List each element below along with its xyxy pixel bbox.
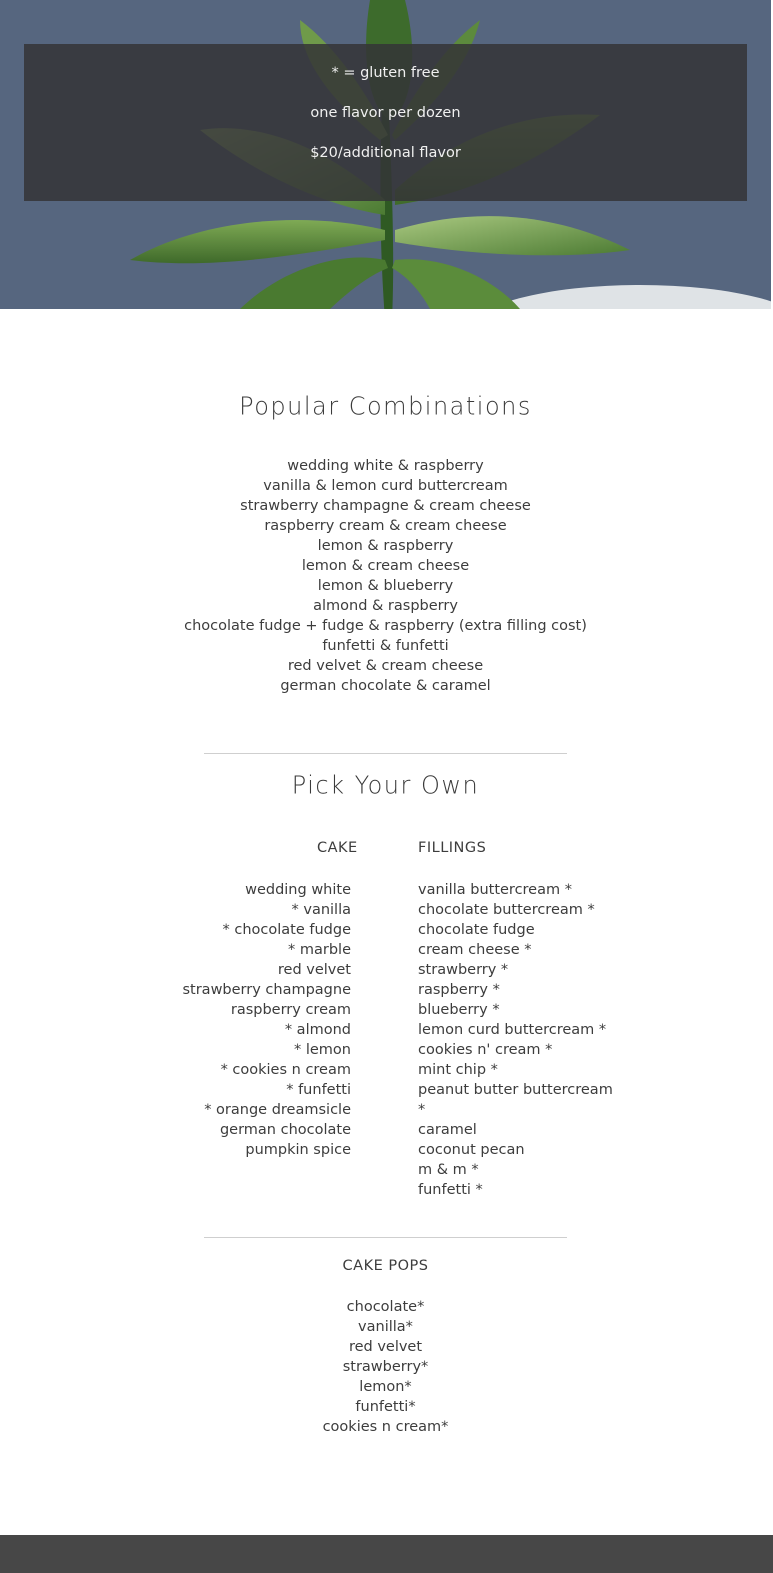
popular-combinations-title: Popular Combinations [239,391,532,421]
fillings-heading: FILLINGS [418,840,487,856]
combination-item: funfetti & funfetti [322,638,449,654]
combination-item: german chocolate & caramel [280,678,491,694]
cake-pop-item: red velvet [348,1339,423,1355]
divider [204,753,567,754]
combination-item: red velvet & cream cheese [287,658,484,674]
gluten-free-note: * = gluten free [331,65,440,81]
footer-bar [0,1535,773,1573]
combination-item: chocolate fudge + fudge & raspberry (extra filling cost) [184,618,587,634]
cake-pops-list [0,1297,771,1437]
filling-item: blueberry * [418,1002,500,1018]
filling-item: cream cheese * [418,942,532,958]
cake-item: * orange dreamsicle [204,1102,351,1118]
info-box [24,44,747,201]
filling-item: lemon curd buttercream * [418,1022,607,1038]
cake-item: * chocolate fudge [222,922,351,938]
cake-pop-item: chocolate* [346,1299,425,1315]
filling-item: peanut butter buttercream [418,1082,613,1098]
combination-item: strawberry champagne & cream cheese [240,498,531,514]
combination-item: raspberry cream & cream cheese [264,518,507,534]
cake-item: german chocolate [219,1122,351,1138]
combination-item: lemon & raspberry [317,538,454,554]
cake-item: strawberry champagne [182,982,351,998]
filling-item: * [418,1102,426,1118]
cake-pop-item: funfetti* [355,1399,416,1415]
cake-pop-item: lemon* [359,1379,412,1395]
cake-item: wedding white [245,882,351,898]
cake-heading: CAKE [317,840,358,856]
combination-item: wedding white & raspberry [287,458,484,474]
combination-item: lemon & cream cheese [301,558,470,574]
filling-item: mint chip * [418,1062,498,1078]
filling-item: chocolate fudge [418,922,535,938]
combination-item: almond & raspberry [313,598,458,614]
filling-item: funfetti * [418,1182,483,1198]
divider [204,1237,567,1238]
filling-item: coconut pecan [418,1142,525,1158]
popular-combinations-list [0,456,771,696]
cake-pop-item: strawberry* [342,1359,429,1375]
cake-item: * funfetti [286,1082,351,1098]
filling-item: strawberry * [418,962,509,978]
hero-banner [0,0,771,309]
filling-item: caramel [418,1122,477,1138]
cake-pops-heading: CAKE POPS [342,1258,429,1274]
combination-item: lemon & blueberry [317,578,454,594]
cake-item: * marble [288,942,351,958]
filling-item: m & m * [418,1162,479,1178]
cake-item: * lemon [294,1042,351,1058]
cake-pop-item: vanilla* [358,1319,413,1335]
filling-item: cookies n' cream * [418,1042,553,1058]
cake-item: red velvet [277,962,351,978]
pick-your-own-title: Pick Your Own [291,770,480,800]
price-note: $20/additional flavor [310,145,461,161]
cake-item: * vanilla [291,902,351,918]
combination-item: vanilla & lemon curd buttercream [263,478,508,494]
flavor-note: one flavor per dozen [310,105,461,121]
cake-pop-item: cookies n cream* [322,1419,449,1435]
filling-item: raspberry * [418,982,500,998]
cake-item: raspberry cream [230,1002,351,1018]
fillings-list [418,880,618,1200]
filling-item: vanilla buttercream * [418,882,572,898]
cake-list [131,880,351,1160]
filling-item: chocolate buttercream * [418,902,595,918]
cake-item: * almond [284,1022,351,1038]
cake-item: * cookies n cream [220,1062,351,1078]
cake-item: pumpkin spice [245,1142,351,1158]
